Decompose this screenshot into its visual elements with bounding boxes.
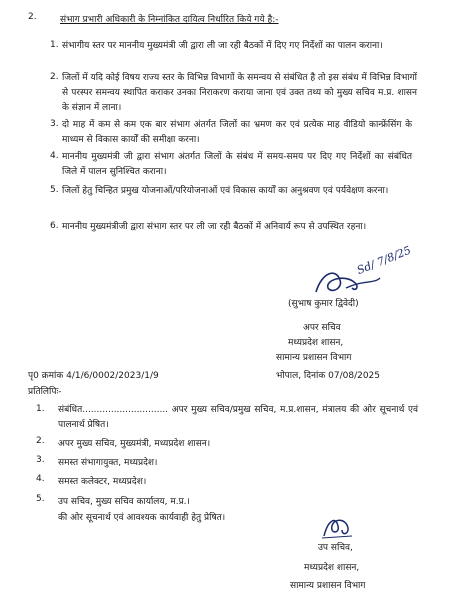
duty-item: माननीय मुख्यमंत्री जी द्वारा संभाग अंतर्गत जिलों के संबंध में समय-समय पर दिए गए निर्देशों का संबंधित जिले में पालन सुनिश्चित कराना।: [62, 152, 412, 177]
copy-number: 1.: [36, 404, 45, 414]
duty-item: दो माह में कम से कम एक बार संभाग अंतर्गत जिलों का भ्रमण कर एवं प्रत्येक माह वीडियो कान्फ्रेंसिंग के माध्यम से विकास कार्यों की समीक्षा करना।: [62, 120, 412, 145]
duty-item: माननीय मुख्यमंत्रीजी द्वारा संभाग स्तर पर ली जा रही बैठकों में अनिवार्य रूप से उपस्थित रहना।: [62, 222, 367, 232]
duty-item: संभागीय स्तर पर माननीय मुख्यमंत्री जी द्वारा ली जा रही बैठकों में दिए गए निर्देशों का पालन कराना।: [62, 41, 383, 51]
copy-to-label: प्रतिलिपिः-: [28, 387, 62, 397]
copy-item: उप सचिव, मुख्य सचिव कार्यालय, म.प्र.।: [58, 497, 190, 507]
copy-number: 2.: [36, 436, 45, 446]
copy-number: 5.: [36, 494, 45, 504]
copy-item: संबंधित.............................. अपर मुख्य सचिव/प्रमुख सचिव, म.प्र.शासन, मंत्रालय की ओर सूचनार्थ एवं पालनार्थ प्रेषित।: [58, 405, 418, 430]
copy-item: समस्त संभागायुक्त, मध्यप्रदेश।: [58, 458, 158, 468]
duty-number: 6.: [50, 221, 59, 231]
signer2-department: सामान्य प्रशासन विभाग: [290, 581, 366, 591]
duty-number: 5.: [50, 185, 59, 195]
signer-department: सामान्य प्रशासन विभाग: [276, 353, 352, 363]
signer-department: मध्यप्रदेश शासन,: [288, 338, 344, 348]
duty-number: 1.: [50, 40, 59, 50]
copy-item: अपर मुख्य सचिव, मुख्यमंत्री, मध्यप्रदेश शासन।: [58, 439, 211, 449]
signature-date-annotation: Sd/ 7/8/25: [355, 243, 413, 278]
copy-item-continuation: की ओर सूचनार्थ एवं आवश्यक कार्यवाही हेतु प्रेषित।: [58, 513, 226, 523]
duty-number: 3.: [50, 119, 59, 129]
duty-number: 4.: [50, 151, 59, 161]
signer-name: (सुभाष कुमार द्विवेदी): [288, 299, 359, 309]
duty-number: 2.: [50, 72, 59, 82]
section-heading: संभाग प्रभारी अधिकारी के निम्नांकित दायित्व निर्धारित किये गये है:-: [60, 15, 279, 25]
place-date: भोपाल, दिनांक 07/08/2025: [276, 371, 381, 381]
duty-item: जिलों में यदि कोई विषय राज्य स्तर के विभिन्न विभागों के समन्वय से संबंधित है तो इस संबंध में विभिन्न विभागों से परस्पर समन्वय स्थापित कराकर उनका निराकरण कराया जाना एवं उक्त तथ्य को मुख्य सचिव म.प्र. शासन के संज्ञान में लाना।: [62, 73, 417, 113]
copy-number: 3.: [36, 455, 45, 465]
reference-number: पृ0 क्रमांक 4/1/6/0002/2023/1/9: [28, 371, 159, 381]
copy-number: 4.: [36, 474, 45, 484]
duty-item: जिलों हेतु चिन्हित प्रमुख योजनाओं/परियोजनाओं एवं विकास कार्यों का अनुश्रवण एवं पर्यवेक्षण करना।: [62, 186, 389, 196]
section-number: 2.: [28, 12, 37, 22]
signer-designation: अपर सचिव: [303, 323, 341, 333]
signer2-department: मध्यप्रदेश शासन,: [304, 563, 360, 573]
signer2-designation: उप सचिव,: [318, 543, 353, 553]
copy-item: समस्त कलेक्टर, मध्यप्रदेश।: [58, 477, 147, 487]
